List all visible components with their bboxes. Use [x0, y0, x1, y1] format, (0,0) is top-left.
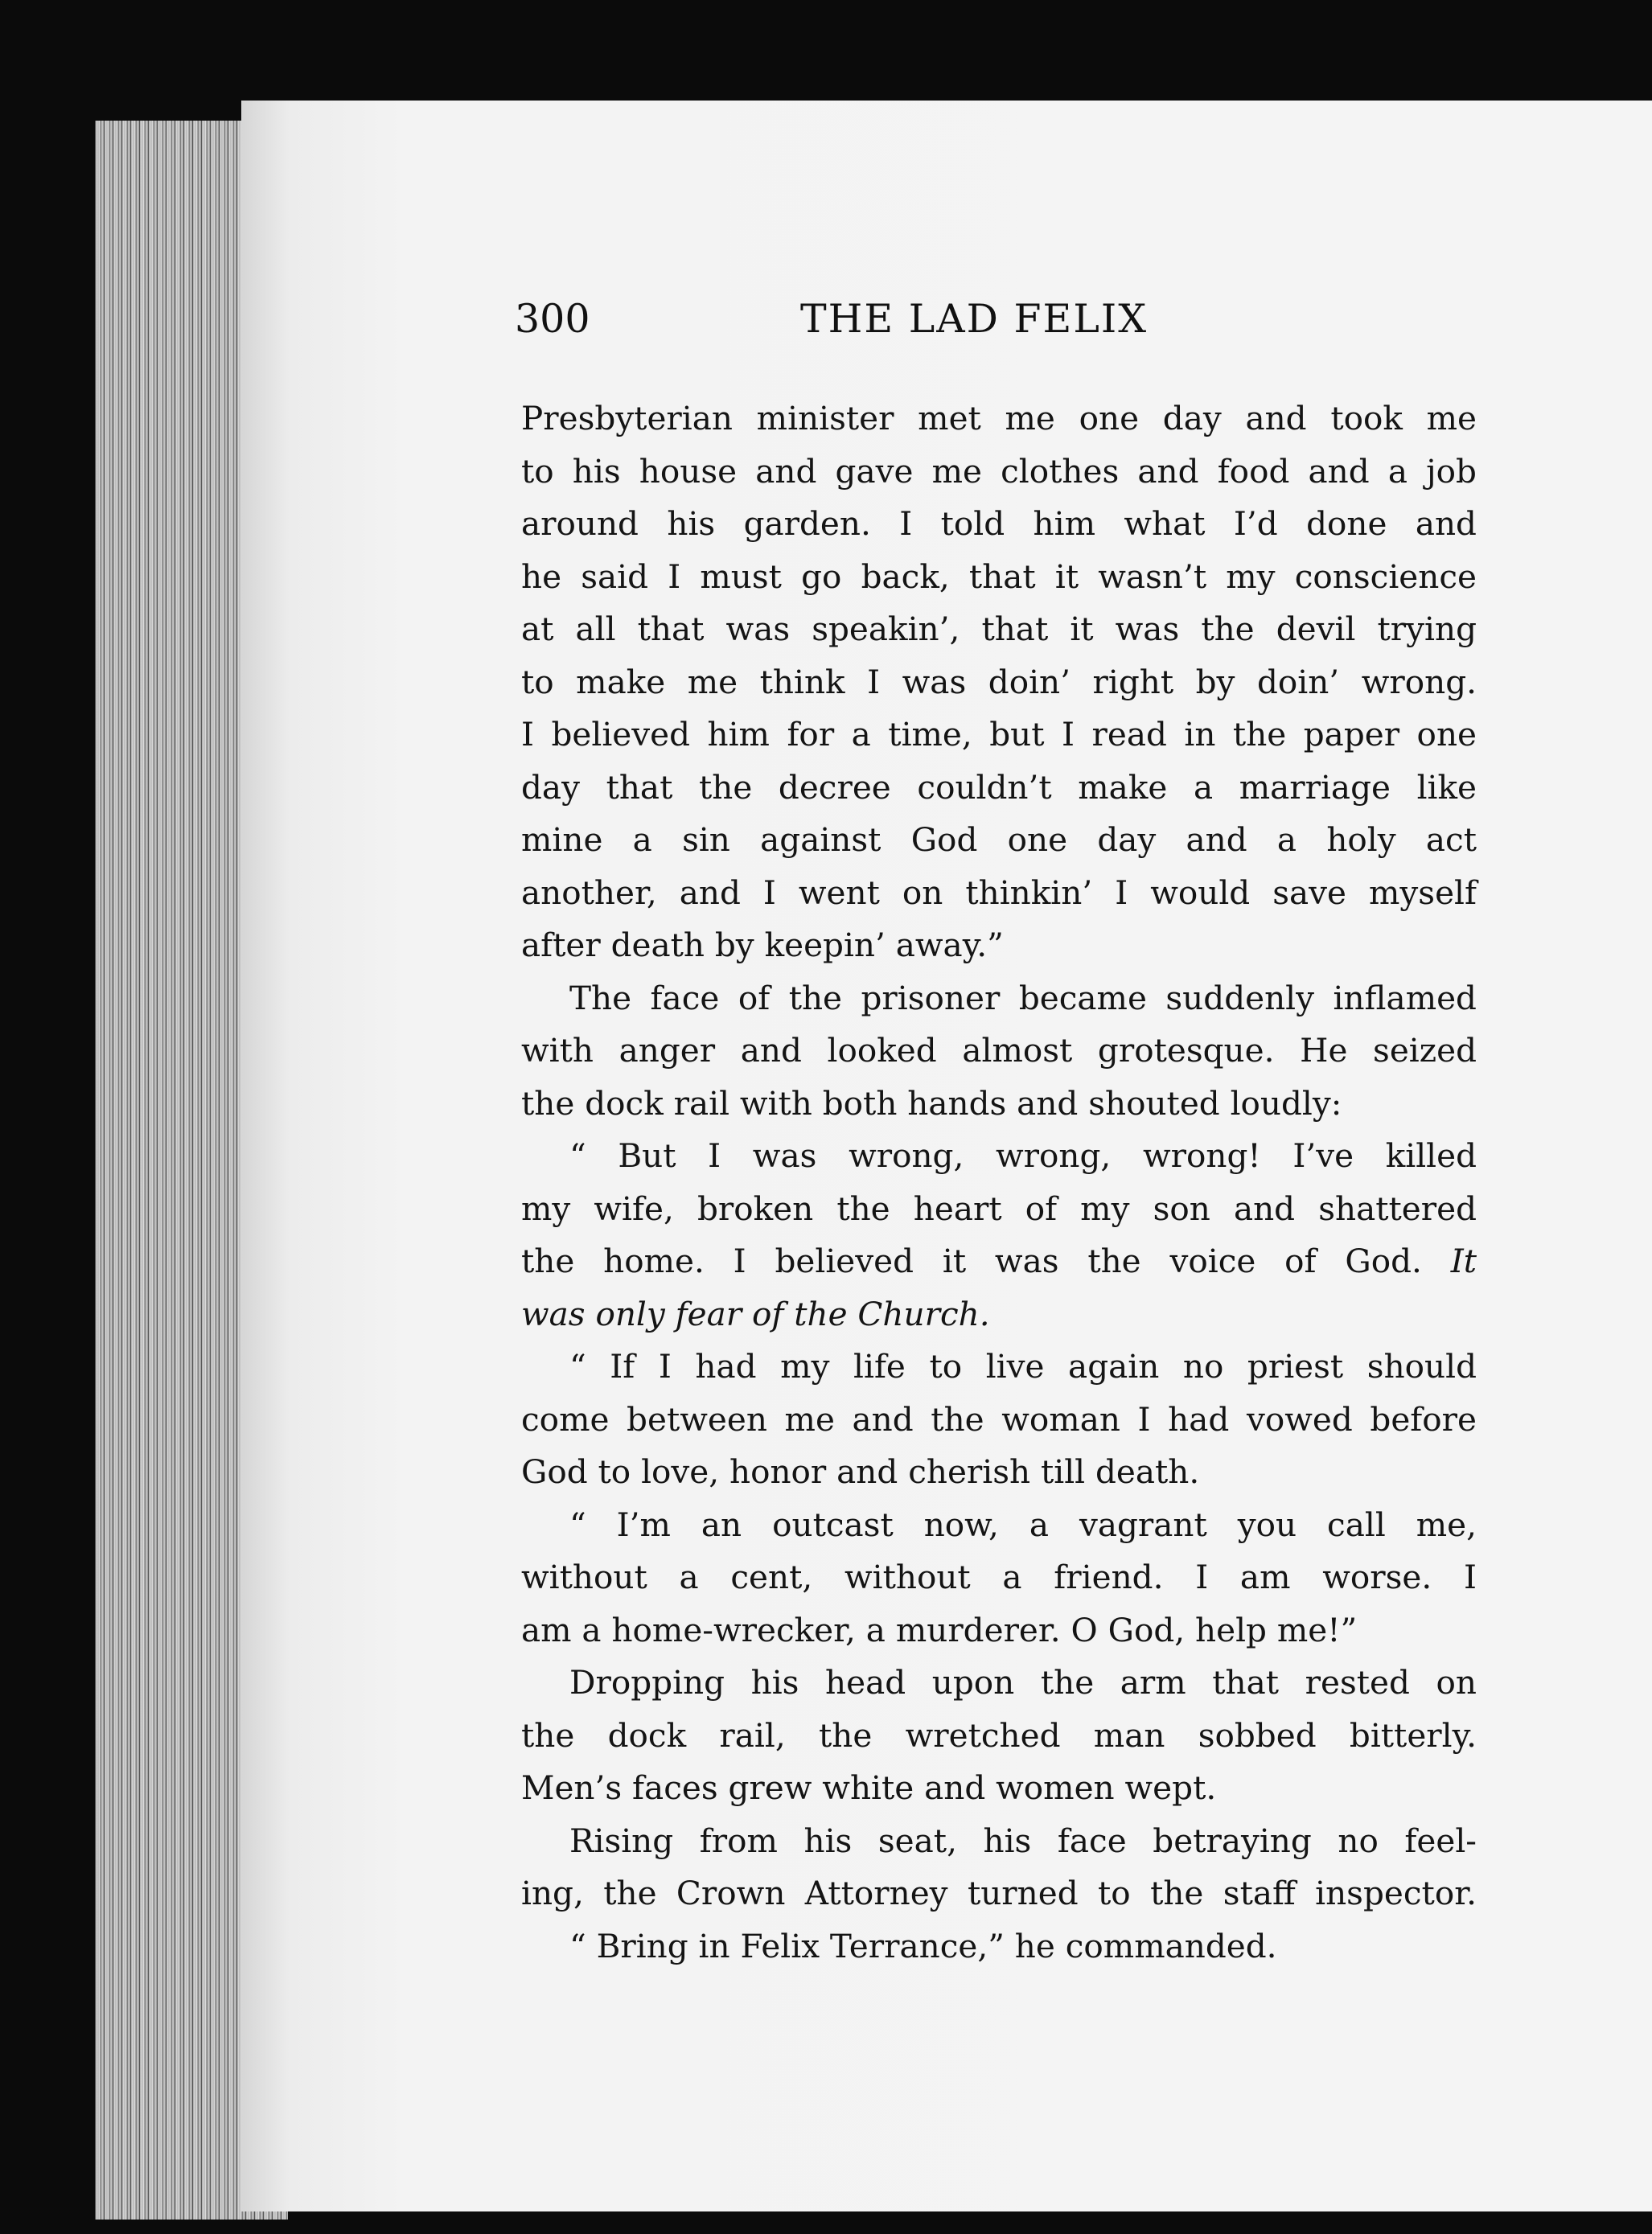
text-line: “ If I had my life to live again no priest should	[569, 1347, 1477, 1386]
body-text	[521, 392, 1477, 1973]
text-line: another, and I went on thinkin’ I would save myself	[521, 873, 1477, 912]
text-line: at all that was speakin’, that it was the devil trying	[521, 610, 1477, 648]
page-header	[515, 296, 1190, 352]
page-number: 300	[515, 296, 590, 342]
text-line: day that the decree couldn’t make a marriage like	[521, 767, 1477, 807]
italic-text: It	[1450, 1242, 1477, 1280]
text-line: “ Bring in Felix Terrance,” he commanded.	[569, 1926, 1277, 1965]
text-line: around his garden. I told him what I’d done and	[521, 504, 1477, 543]
text-line: after death by keepin’ away.”	[521, 926, 1004, 964]
italic-text: was only fear of the Church.	[521, 1294, 990, 1333]
text-line: mine a sin against God one day and a holy act	[521, 820, 1477, 859]
text-line: the dock rail, the wretched man sobbed bitterly.	[521, 1715, 1477, 1755]
text-line	[521, 1288, 1477, 1341]
text-line: “ But I was wrong, wrong, wrong! I’ve killed	[569, 1136, 1477, 1175]
text-line: Dropping his head upon the arm that rested on	[569, 1663, 1477, 1702]
text-line: I believed him for a time, but I read in the paper one	[521, 715, 1477, 754]
text-line: without a cent, without a friend. I am worse. I	[521, 1558, 1477, 1596]
text-line: “ I’m an outcast now, a vagrant you call me,	[569, 1505, 1477, 1544]
text-line: to his house and gave me clothes and food and a job	[521, 451, 1477, 491]
text-line: Rising from his seat, his face betraying no feel-	[569, 1821, 1477, 1860]
text-line: Presbyterian minister met me one day and took me	[521, 399, 1477, 437]
text-line: Men’s faces grew white and women wept.	[521, 1768, 1217, 1807]
text-line: the dock rail with both hands and shouted loudly:	[521, 1083, 1342, 1123]
text-line: to make me think I was doin’ right by doin’ wrong.	[521, 662, 1477, 701]
text-line: the home. I believed it was the voice of God. It	[521, 1242, 1477, 1280]
text-line: ing, the Crown Attorney turned to the staff inspector.	[521, 1874, 1477, 1912]
text-line: he said I must go back, that it wasn’t my conscience	[521, 556, 1477, 596]
text-line: with anger and looked almost grotesque. He seized	[521, 1031, 1477, 1070]
text-line: come between me and the woman I had vowed before	[521, 1399, 1477, 1439]
text-line: am a home-wrecker, a murderer. O God, help me!”	[521, 1610, 1358, 1649]
text-line: my wife, broken the heart of my son and shattered	[521, 1189, 1477, 1228]
text-line: The face of the prisoner became suddenly inflamed	[569, 978, 1477, 1017]
text-line: God to love, honor and cherish till death.	[521, 1452, 1200, 1491]
running-title: THE LAD FELIX	[800, 296, 1149, 342]
